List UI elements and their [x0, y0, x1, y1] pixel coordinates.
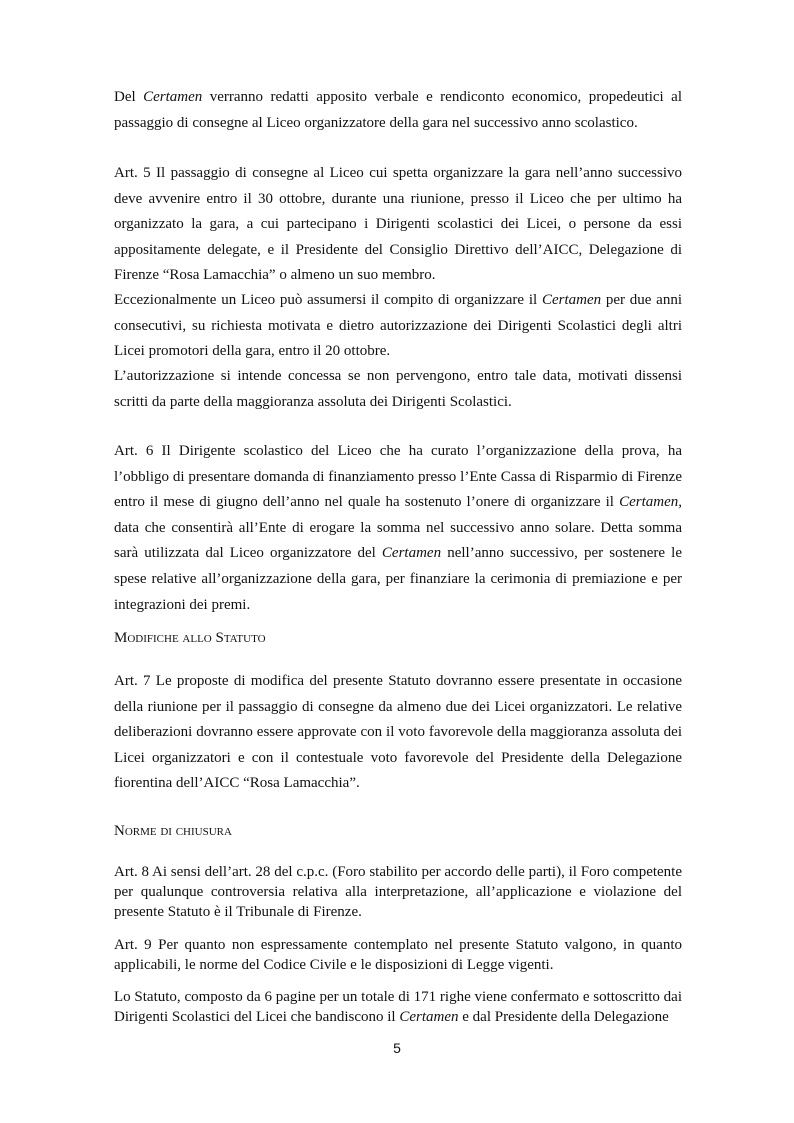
section-heading-modifiche: Modifiche allo Statuto: [114, 630, 266, 646]
article-5-paragraph-3: L’autorizzazione si intende concessa se non pervengono, entro tale data, motivati dissensi scritti da parte della maggioranza assoluta dei Dirigenti Scolastici.: [114, 368, 682, 410]
page-number: 5: [393, 1040, 401, 1056]
article-5: Art. 5 Il passaggio di consegne al Liceo cui spetta organizzare la gara nell’anno successivo deve avvenire entro il 30 ottobre, durante una riunione, presso il Liceo che per ultimo ha organizzato la gara, a cui partecipano i Dirigenti scolastici dei Licei, o persone da essi appositamente delegate, e il Presidente del Consiglio Direttivo dell’AICC, Delegazione di Firenze “Rosa Lamacchia” o almeno un suo membro.: [114, 165, 682, 284]
article-6: Art. 6 Il Dirigente scolastico del Liceo che ha curato l’organizzazione della prova, ha l’obbligo di presentare domanda di finanziamento presso l’Ente Cassa di Risparmio di Firenze entro il mese di giugno dell’anno nel quale ha sostenuto l’onere di organizzare il Certamen, data che consentirà all’Ente di erogare la somma nel successivo anno solare. Detta somma sarà utilizzata dal Liceo organizzatore del Certamen nell’anno successivo, per sostenere le spese relative all’organizzazione della gara, per finanziare la cerimonia di premiazione e per integrazioni dei premi.: [114, 443, 682, 613]
article-9: Art. 9 Per quanto non espressamente contemplato nel presente Statuto valgono, in quanto applicabili, le norme del Codice Civile e le disposizioni di Legge vigenti.: [114, 937, 682, 973]
paragraph-verbale: Del Certamen verranno redatti apposito verbale e rendiconto economico, propedeutici al passaggio di consegne al Liceo organizzatore della gara nel successivo anno scolastico.: [114, 89, 682, 131]
term-certamen: Certamen: [143, 89, 203, 105]
article-7: Art. 7 Le proposte di modifica del presente Statuto dovranno essere presentate in occasione della riunione per il passaggio di consegne da almeno due dei Licei organizzatori. Le relative deliberazioni dovranno essere approvate con il voto favorevole della maggioranza assoluta dei Licei organizzatori e con il contestuale voto favorevole del Presidente della Delegazione fiorentina dell’AICC “Rosa Lamacchia”.: [114, 673, 682, 792]
article-8: Art. 8 Ai sensi dell’art. 28 del c.p.c. (Foro stabilito per accordo delle parti), il Foro competente per qualunque controversia relativa alla interpretazione, all’applicazione e violazione del presente Statuto è il Tribunale di Firenze.: [114, 864, 682, 920]
article-5-paragraph-2: Eccezionalmente un Liceo può assumersi il compito di organizzare il Certamen per due anni consecutivi, su richiesta motivata e dietro autorizzazione dei Dirigenti Scolastici degli altri Licei promotori della gara, entro il 20 ottobre.: [114, 292, 682, 360]
term-certamen: Certamen: [541, 292, 602, 308]
closing-paragraph: Lo Statuto, composto da 6 pagine per un totale di 171 righe viene confermato e sottoscritto dai Dirigenti Scolastici del Licei che bandiscono il Certamen e dal Presidente della Delegazione: [114, 989, 682, 1025]
term-certamen: Certamen: [619, 494, 679, 511]
term-certamen: Certamen: [399, 1009, 459, 1025]
term-certamen: Certamen: [381, 545, 442, 562]
section-heading-norme: Norme di chiusura: [114, 823, 232, 839]
